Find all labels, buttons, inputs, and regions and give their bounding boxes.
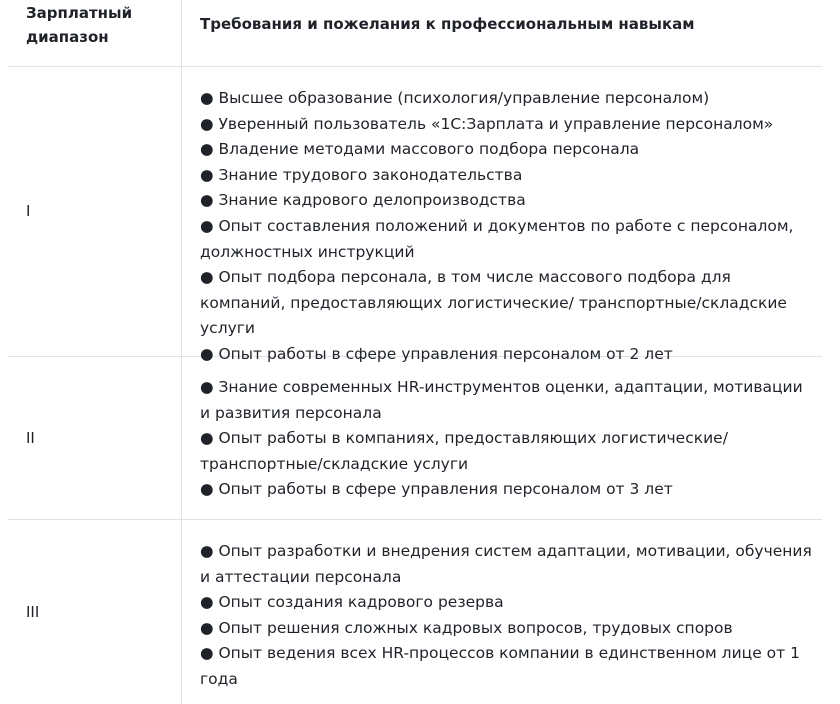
requirement-item: ● Знание современных HR-инструментов оценки, адаптации, мотивации и развития персонала	[200, 378, 803, 422]
requirements-cell	[182, 520, 822, 704]
requirement-item: ● Уверенный пользователь «1С:Зарплата и управление персоналом»	[200, 114, 774, 133]
requirement-item: ● Опыт создания кадрового резерва	[200, 593, 504, 612]
salary-range-cell	[8, 520, 182, 704]
requirement-item: ● Опыт составления положений и документов по работе с персоналом, должностных инструкций	[200, 216, 794, 261]
requirement-item: ● Опыт работы в компаниях, предоставляющих логистические/ транспортные/складские услуги	[200, 429, 728, 473]
requirements-cell	[182, 67, 822, 363]
requirement-item: ● Владение методами массового подбора персонала	[200, 140, 640, 159]
salary-range-cell	[8, 357, 182, 519]
requirement-item: ● Знание кадрового делопроизводства	[200, 191, 526, 210]
requirement-item: ● Знание трудового законодательства	[200, 165, 523, 184]
table-row	[8, 357, 822, 520]
salary-range-label: III	[26, 602, 40, 621]
requirements-list	[200, 539, 814, 693]
requirement-item: ● Опыт подбора персонала, в том числе массового подбора для компаний, предоставляющих логистические/ транспортные/складские услуги	[200, 268, 787, 338]
table-row	[8, 67, 822, 363]
salary-range-cell	[8, 67, 182, 356]
requirements-list	[200, 375, 814, 503]
header-salary-range-label: Зарплатный диапазон	[26, 4, 133, 46]
header-salary-range	[8, 0, 182, 66]
requirement-item: ● Опыт ведения всех HR-процессов компании в единственном лице от 1 года	[200, 644, 800, 688]
salary-range-label: II	[26, 428, 35, 447]
requirement-item: ● Опыт работы в сфере управления персоналом от 2 лет	[200, 344, 673, 363]
header-requirements-label: Требования и пожелания к профессиональным навыкам	[200, 15, 695, 33]
requirement-item: ● Опыт решения сложных кадровых вопросов, трудовых споров	[200, 618, 733, 637]
requirements-table	[8, 0, 822, 704]
requirement-item: ● Опыт разработки и внедрения систем адаптации, мотивации, обучения и аттестации персонала	[200, 542, 812, 586]
requirement-item: ● Высшее образование (психология/управление персоналом)	[200, 89, 710, 107]
salary-range-label: I	[26, 202, 31, 220]
table-header-row	[8, 0, 822, 67]
table-row	[8, 520, 822, 704]
requirements-cell	[182, 357, 822, 519]
requirements-list	[200, 86, 814, 368]
header-requirements	[182, 0, 822, 66]
requirement-item: ● Опыт работы в сфере управления персоналом от 3 лет	[200, 480, 673, 499]
